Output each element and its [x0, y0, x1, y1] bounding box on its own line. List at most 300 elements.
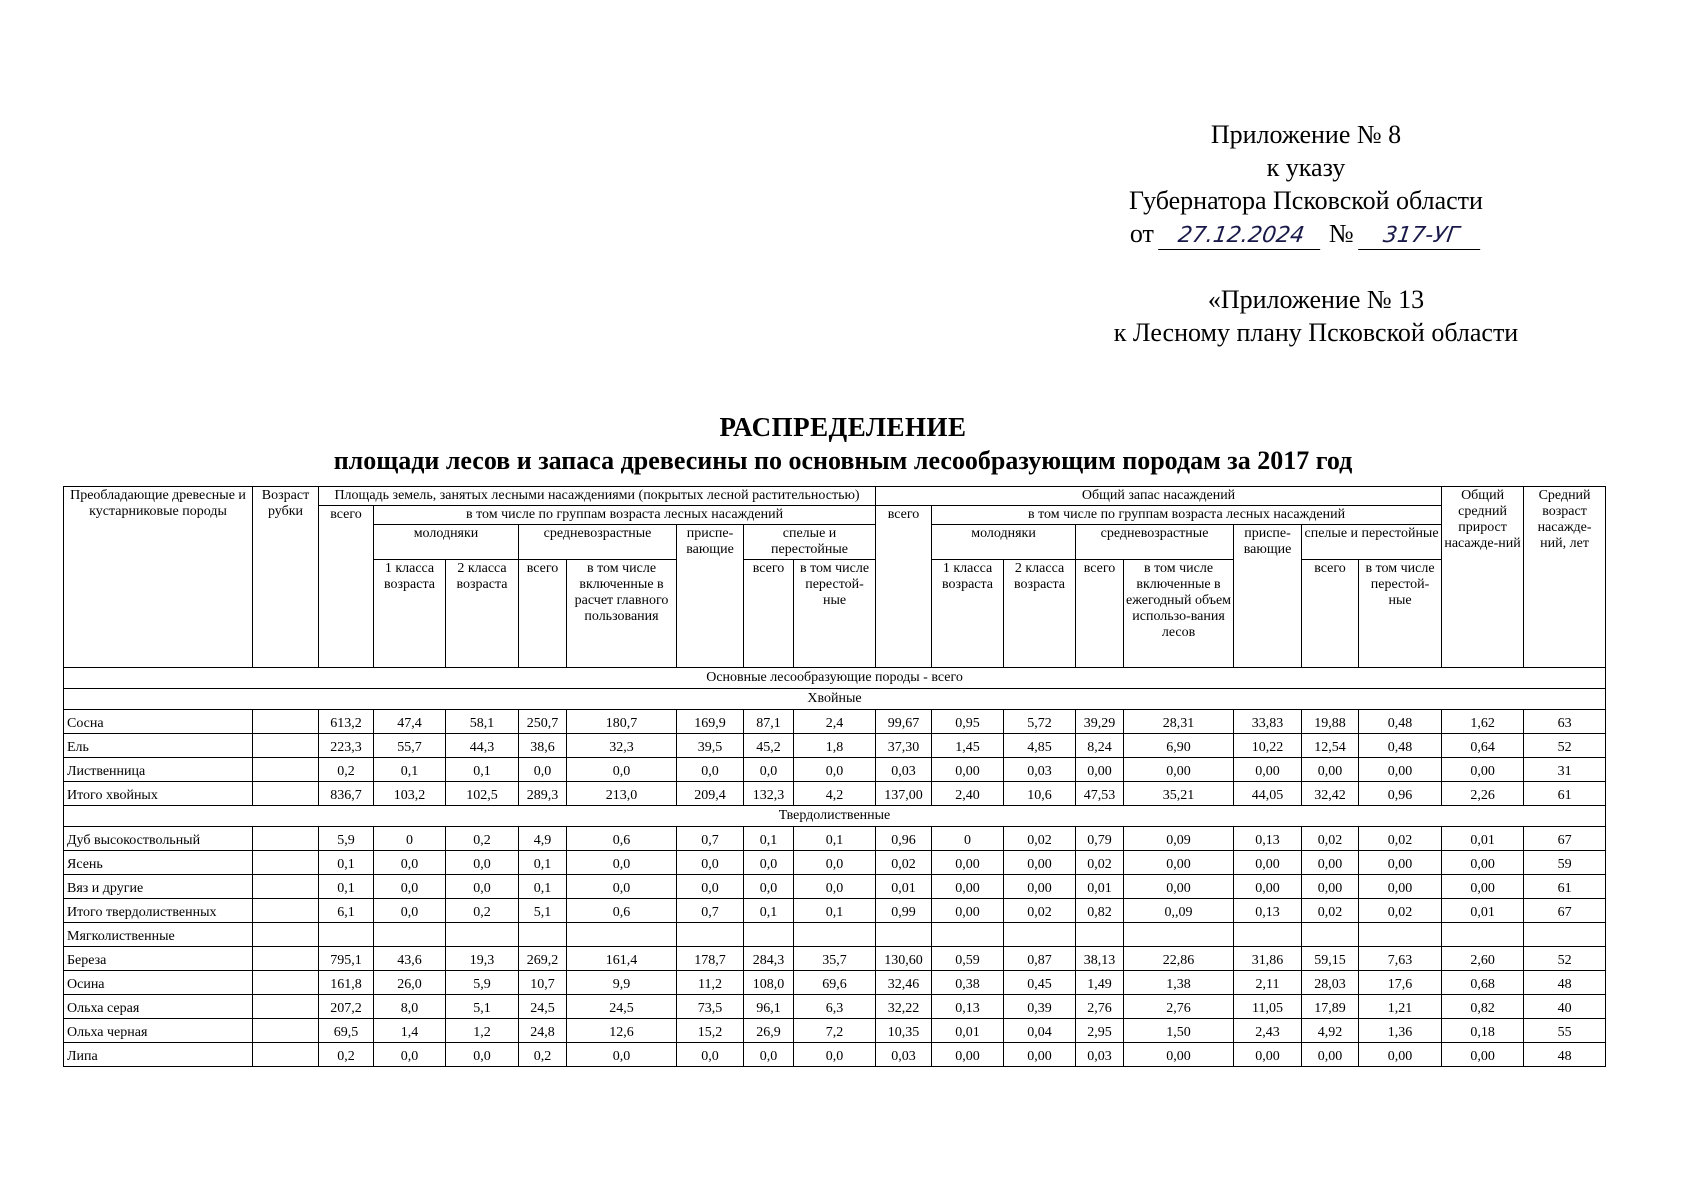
value-cell: 0,00 [1302, 851, 1359, 875]
hdr-area-young: молодняки [374, 525, 519, 560]
value-cell: 0,2 [446, 899, 519, 923]
value-cell: 0,01 [1076, 875, 1124, 899]
value-cell: 0,03 [876, 758, 932, 782]
value-cell: 0,0 [677, 875, 744, 899]
value-cell: 47,53 [1076, 782, 1124, 806]
value-cell: 0,00 [1442, 1043, 1524, 1067]
softwood-rows [64, 947, 1606, 1067]
value-cell: 0,13 [932, 995, 1004, 1019]
species-name: Липа [64, 1043, 253, 1067]
value-cell: 132,3 [744, 782, 794, 806]
value-cell: 836,7 [319, 782, 374, 806]
table-row [64, 995, 1606, 1019]
value-cell: 0,1 [519, 851, 567, 875]
appendix-line-1: Приложение № 8 [1210, 120, 1402, 149]
value-cell: 1,50 [1124, 1019, 1234, 1043]
felling-age-cell [253, 782, 319, 806]
value-cell: 0,0 [677, 758, 744, 782]
value-cell: 69,5 [319, 1019, 374, 1043]
value-cell: 0,0 [677, 851, 744, 875]
hdr-stock-middle-incl: в том числе включенные в ежегодный объем использо-вания лесов [1124, 560, 1234, 668]
value-cell: 1,8 [794, 734, 876, 758]
value-cell: 0 [932, 827, 1004, 851]
felling-age-cell [253, 851, 319, 875]
value-cell: 58,1 [446, 710, 519, 734]
value-cell: 250,7 [519, 710, 567, 734]
felling-age-cell [253, 875, 319, 899]
value-cell: 10,7 [519, 971, 567, 995]
value-cell: 0,0 [794, 875, 876, 899]
value-cell: 0,00 [1302, 758, 1359, 782]
appendix-line-3: Губернатора Псковской области [1129, 186, 1483, 215]
value-cell: 0,0 [567, 1043, 677, 1067]
value-cell: 0,00 [1004, 1043, 1076, 1067]
value-cell: 0,02 [1359, 899, 1442, 923]
value-cell: 59 [1524, 851, 1606, 875]
appendix-header [1046, 118, 1566, 250]
value-cell: 96,1 [744, 995, 794, 1019]
hdr-stock-group: Общий запас насаждений [876, 487, 1442, 506]
value-cell: 0,79 [1076, 827, 1124, 851]
value-cell: 108,0 [744, 971, 794, 995]
hardwood-rows [64, 827, 1606, 923]
value-cell: 0,00 [932, 758, 1004, 782]
value-cell: 1,4 [374, 1019, 446, 1043]
value-cell: 1,38 [1124, 971, 1234, 995]
species-name: Ольха черная [64, 1019, 253, 1043]
value-cell: 0,01 [932, 1019, 1004, 1043]
value-cell: 67 [1524, 899, 1606, 923]
value-cell: 0,00 [1302, 875, 1359, 899]
value-cell: 32,42 [1302, 782, 1359, 806]
value-cell: 73,5 [677, 995, 744, 1019]
table-row [64, 1019, 1606, 1043]
value-cell: 0,00 [1124, 1043, 1234, 1067]
value-cell: 0 [374, 827, 446, 851]
value-cell: 0,00 [1359, 875, 1442, 899]
value-cell: 0,0 [374, 899, 446, 923]
value-cell: 67 [1524, 827, 1606, 851]
value-cell: 0,7 [677, 899, 744, 923]
value-cell: 12,6 [567, 1019, 677, 1043]
value-cell: 39,29 [1076, 710, 1124, 734]
value-cell: 0,2 [519, 1043, 567, 1067]
value-cell: 5,1 [446, 995, 519, 1019]
value-cell: 2,76 [1076, 995, 1124, 1019]
value-cell: 0,00 [1442, 851, 1524, 875]
hdr-stock-young: молодняки [932, 525, 1076, 560]
value-cell: 28,03 [1302, 971, 1359, 995]
value-cell: 4,2 [794, 782, 876, 806]
value-cell: 269,2 [519, 947, 567, 971]
value-cell: 0,2 [319, 1043, 374, 1067]
value-cell: 7,2 [794, 1019, 876, 1043]
value-cell: 0,,09 [1124, 899, 1234, 923]
value-cell: 0,0 [677, 1043, 744, 1067]
value-cell: 161,4 [567, 947, 677, 971]
species-name: Ольха серая [64, 995, 253, 1019]
value-cell: 61 [1524, 782, 1606, 806]
table-row [64, 827, 1606, 851]
value-cell: 0,64 [1442, 734, 1524, 758]
softwood-label: Мягколиственные [64, 923, 253, 947]
value-cell: 0,48 [1359, 710, 1442, 734]
value-cell: 0,09 [1124, 827, 1234, 851]
value-cell: 209,4 [677, 782, 744, 806]
value-cell: 0,0 [567, 851, 677, 875]
table-row [64, 851, 1606, 875]
value-cell: 0,00 [932, 899, 1004, 923]
hdr-area-middle-incl: в том числе включенные в расчет главного пользования [567, 560, 677, 668]
value-cell: 0,2 [319, 758, 374, 782]
value-cell: 19,3 [446, 947, 519, 971]
value-cell: 0,0 [519, 758, 567, 782]
value-cell: 0,1 [519, 875, 567, 899]
value-cell: 0,0 [374, 875, 446, 899]
section-row-hardwood [64, 806, 1606, 827]
value-cell: 0,00 [1124, 851, 1234, 875]
value-cell: 63 [1524, 710, 1606, 734]
value-cell: 26,0 [374, 971, 446, 995]
hdr-area-total: всего [319, 506, 374, 668]
hdr-area-middle: средневозрастные [519, 525, 677, 560]
value-cell: 0,00 [1234, 851, 1302, 875]
value-cell: 55,7 [374, 734, 446, 758]
value-cell: 0,0 [567, 875, 677, 899]
value-cell: 0,00 [1124, 758, 1234, 782]
value-cell: 10,6 [1004, 782, 1076, 806]
value-cell: 0,0 [744, 875, 794, 899]
appendix2-line-1: «Приложение № 13 [1207, 285, 1425, 314]
value-cell: 55 [1524, 1019, 1606, 1043]
value-cell: 0,00 [1442, 758, 1524, 782]
value-cell: 19,88 [1302, 710, 1359, 734]
value-cell: 24,8 [519, 1019, 567, 1043]
value-cell: 130,60 [876, 947, 932, 971]
value-cell: 38,13 [1076, 947, 1124, 971]
value-cell: 5,9 [319, 827, 374, 851]
section-row-main [64, 668, 1606, 689]
value-cell: 613,2 [319, 710, 374, 734]
document-title [0, 410, 1686, 478]
value-cell: 8,24 [1076, 734, 1124, 758]
value-cell: 4,92 [1302, 1019, 1359, 1043]
hdr-species: Преобладающие древесные и кустарниковые породы [64, 487, 253, 668]
conifers-rows [64, 710, 1606, 806]
value-cell: 48 [1524, 971, 1606, 995]
value-cell: 0,02 [1302, 827, 1359, 851]
appendix-forest-plan [1056, 283, 1576, 349]
felling-age-cell [253, 971, 319, 995]
value-cell: 0,1 [744, 899, 794, 923]
value-cell: 1,2 [446, 1019, 519, 1043]
value-cell: 0,02 [1004, 827, 1076, 851]
value-cell: 6,90 [1124, 734, 1234, 758]
appendix2-line-2: к Лесному плану Псковской области [1113, 318, 1519, 347]
hdr-area-by-age: в том числе по группам возраста лесных насаждений [374, 506, 876, 525]
hdr-area-middle-total: всего [519, 560, 567, 668]
value-cell: 0,87 [1004, 947, 1076, 971]
table-row [64, 971, 1606, 995]
value-cell: 0,0 [794, 1043, 876, 1067]
value-cell: 0,1 [794, 899, 876, 923]
hdr-area-mature-total: всего [744, 560, 794, 668]
value-cell: 0,00 [1234, 875, 1302, 899]
value-cell: 0,96 [1359, 782, 1442, 806]
value-cell: 2,43 [1234, 1019, 1302, 1043]
value-cell: 87,1 [744, 710, 794, 734]
species-name: Береза [64, 947, 253, 971]
value-cell: 2,40 [932, 782, 1004, 806]
value-cell: 1,45 [932, 734, 1004, 758]
value-cell: 8,0 [374, 995, 446, 1019]
value-cell: 31 [1524, 758, 1606, 782]
table-row [64, 734, 1606, 758]
handwritten-number: 317-УГ [1358, 223, 1484, 250]
hdr-area-mature: спелые и перестойные [744, 525, 876, 560]
felling-age-cell [253, 947, 319, 971]
value-cell: 102,5 [446, 782, 519, 806]
value-cell: 2,95 [1076, 1019, 1124, 1043]
value-cell: 0,03 [1004, 758, 1076, 782]
value-cell: 0,13 [1234, 899, 1302, 923]
value-cell: 0,02 [1004, 899, 1076, 923]
value-cell: 0,00 [932, 875, 1004, 899]
hdr-area-group: Площадь земель, занятых лесными насаждениями (покрытых лесной растительностью) [319, 487, 876, 506]
value-cell: 0,68 [1442, 971, 1524, 995]
hdr-felling-age: Возраст рубки [253, 487, 319, 668]
value-cell: 59,15 [1302, 947, 1359, 971]
felling-age-cell [253, 1043, 319, 1067]
value-cell: 1,36 [1359, 1019, 1442, 1043]
value-cell: 0,6 [567, 899, 677, 923]
value-cell: 17,6 [1359, 971, 1442, 995]
value-cell: 2,26 [1442, 782, 1524, 806]
value-cell: 35,7 [794, 947, 876, 971]
value-cell: 0,1 [319, 851, 374, 875]
value-cell: 0,1 [319, 875, 374, 899]
value-cell: 45,2 [744, 734, 794, 758]
species-name: Итого твердолиственных [64, 899, 253, 923]
value-cell: 1,49 [1076, 971, 1124, 995]
value-cell: 24,5 [567, 995, 677, 1019]
value-cell: 26,9 [744, 1019, 794, 1043]
felling-age-cell [253, 1019, 319, 1043]
hdr-total-increment: Общий средний прирост насажде-ний [1442, 487, 1524, 668]
value-cell: 0,00 [1234, 1043, 1302, 1067]
value-cell: 0,0 [567, 758, 677, 782]
hdr-stock-total: всего [876, 506, 932, 668]
value-cell: 35,21 [1124, 782, 1234, 806]
value-cell: 178,7 [677, 947, 744, 971]
hdr-stock-class2: 2 класса возраста [1004, 560, 1076, 668]
value-cell: 0,00 [1004, 851, 1076, 875]
value-cell: 31,86 [1234, 947, 1302, 971]
species-name: Сосна [64, 710, 253, 734]
value-cell: 38,6 [519, 734, 567, 758]
value-cell: 2,4 [794, 710, 876, 734]
value-cell: 0,0 [374, 851, 446, 875]
value-cell: 0,0 [744, 758, 794, 782]
value-cell: 0,99 [876, 899, 932, 923]
value-cell: 0,1 [374, 758, 446, 782]
value-cell: 0,48 [1359, 734, 1442, 758]
value-cell: 44,3 [446, 734, 519, 758]
species-name: Дуб высокоствольный [64, 827, 253, 851]
hdr-stock-by-age: в том числе по группам возраста лесных насаждений [932, 506, 1442, 525]
value-cell: 32,46 [876, 971, 932, 995]
table-row [64, 875, 1606, 899]
value-cell: 32,3 [567, 734, 677, 758]
value-cell: 0,01 [1442, 899, 1524, 923]
header-row-1 [64, 487, 1606, 506]
title-main: РАСПРЕДЕЛЕНИЕ [719, 412, 967, 442]
value-cell: 32,22 [876, 995, 932, 1019]
value-cell: 0,1 [794, 827, 876, 851]
section-hardwood: Твердолиственные [64, 806, 1606, 827]
value-cell: 61 [1524, 875, 1606, 899]
value-cell: 15,2 [677, 1019, 744, 1043]
value-cell: 0,02 [1359, 827, 1442, 851]
value-cell: 1,21 [1359, 995, 1442, 1019]
value-cell: 0,02 [876, 851, 932, 875]
value-cell: 22,86 [1124, 947, 1234, 971]
hdr-area-maturing: приспе-вающие [677, 525, 744, 668]
value-cell: 99,67 [876, 710, 932, 734]
value-cell: 28,31 [1124, 710, 1234, 734]
value-cell: 5,9 [446, 971, 519, 995]
felling-age-cell [253, 995, 319, 1019]
felling-age-cell [253, 827, 319, 851]
value-cell: 0,45 [1004, 971, 1076, 995]
species-name: Ель [64, 734, 253, 758]
value-cell: 52 [1524, 947, 1606, 971]
value-cell: 0,39 [1004, 995, 1076, 1019]
table-row [64, 758, 1606, 782]
value-cell: 0,00 [1124, 875, 1234, 899]
value-cell: 39,5 [677, 734, 744, 758]
value-cell: 0,13 [1234, 827, 1302, 851]
value-cell: 0,0 [794, 758, 876, 782]
value-cell: 0,0 [744, 851, 794, 875]
felling-age-cell [253, 899, 319, 923]
hdr-stock-mature-total: всего [1302, 560, 1359, 668]
value-cell: 48 [1524, 1043, 1606, 1067]
species-name: Ясень [64, 851, 253, 875]
value-cell: 0,82 [1076, 899, 1124, 923]
hdr-stock-overmature: в том числе перестой-ные [1359, 560, 1442, 668]
value-cell: 9,9 [567, 971, 677, 995]
value-cell: 0,00 [1004, 875, 1076, 899]
value-cell: 2,76 [1124, 995, 1234, 1019]
hdr-stock-maturing: приспе-вающие [1234, 525, 1302, 668]
value-cell: 17,89 [1302, 995, 1359, 1019]
value-cell: 6,1 [319, 899, 374, 923]
value-cell: 213,0 [567, 782, 677, 806]
value-cell: 223,3 [319, 734, 374, 758]
value-cell: 33,83 [1234, 710, 1302, 734]
value-cell: 47,4 [374, 710, 446, 734]
value-cell: 2,60 [1442, 947, 1524, 971]
table-row [64, 899, 1606, 923]
value-cell: 161,8 [319, 971, 374, 995]
hdr-area-class2: 2 класса возраста [446, 560, 519, 668]
hdr-stock-class1: 1 класса возраста [932, 560, 1004, 668]
appendix-line-2: к указу [1266, 153, 1346, 182]
handwritten-date: 27.12.2024 [1158, 223, 1324, 250]
felling-age-cell [253, 710, 319, 734]
value-cell: 103,2 [374, 782, 446, 806]
value-cell: 289,3 [519, 782, 567, 806]
value-cell: 2,11 [1234, 971, 1302, 995]
felling-age-cell [253, 758, 319, 782]
value-cell: 5,72 [1004, 710, 1076, 734]
table-row [64, 947, 1606, 971]
value-cell: 0,0 [446, 851, 519, 875]
ot-label: от [1129, 219, 1154, 248]
value-cell: 0,95 [932, 710, 1004, 734]
value-cell: 6,3 [794, 995, 876, 1019]
value-cell: 4,9 [519, 827, 567, 851]
value-cell: 11,05 [1234, 995, 1302, 1019]
value-cell: 7,63 [1359, 947, 1442, 971]
value-cell: 0,00 [1359, 851, 1442, 875]
value-cell: 11,2 [677, 971, 744, 995]
species-name: Вяз и другие [64, 875, 253, 899]
section-row-conifers [64, 689, 1606, 710]
value-cell: 0,00 [1302, 1043, 1359, 1067]
value-cell: 0,00 [1359, 758, 1442, 782]
value-cell: 0,0 [744, 1043, 794, 1067]
value-cell: 4,85 [1004, 734, 1076, 758]
table-row [64, 782, 1606, 806]
value-cell: 0,00 [932, 851, 1004, 875]
value-cell: 24,5 [519, 995, 567, 1019]
species-name: Лиственница [64, 758, 253, 782]
value-cell: 180,7 [567, 710, 677, 734]
value-cell: 0,03 [1076, 1043, 1124, 1067]
table-row [64, 710, 1606, 734]
value-cell: 0,59 [932, 947, 1004, 971]
value-cell: 12,54 [1302, 734, 1359, 758]
value-cell: 43,6 [374, 947, 446, 971]
value-cell: 0,96 [876, 827, 932, 851]
value-cell: 0,03 [876, 1043, 932, 1067]
value-cell: 0,0 [794, 851, 876, 875]
value-cell: 0,1 [446, 758, 519, 782]
value-cell: 0,0 [374, 1043, 446, 1067]
value-cell: 44,05 [1234, 782, 1302, 806]
value-cell: 1,62 [1442, 710, 1524, 734]
value-cell: 10,35 [876, 1019, 932, 1043]
value-cell: 0,00 [1076, 758, 1124, 782]
value-cell: 169,9 [677, 710, 744, 734]
value-cell: 5,1 [519, 899, 567, 923]
value-cell: 207,2 [319, 995, 374, 1019]
hdr-stock-middle-total: всего [1076, 560, 1124, 668]
value-cell: 137,00 [876, 782, 932, 806]
value-cell: 0,00 [1442, 875, 1524, 899]
value-cell: 37,30 [876, 734, 932, 758]
value-cell: 0,00 [1234, 758, 1302, 782]
value-cell: 0,0 [446, 1043, 519, 1067]
value-cell: 0,00 [1359, 1043, 1442, 1067]
value-cell: 284,3 [744, 947, 794, 971]
value-cell: 0,2 [446, 827, 519, 851]
species-name: Осина [64, 971, 253, 995]
value-cell: 52 [1524, 734, 1606, 758]
title-sub: площади лесов и запаса древесины по основным лесообразующим породам за 2017 год [333, 446, 1353, 475]
